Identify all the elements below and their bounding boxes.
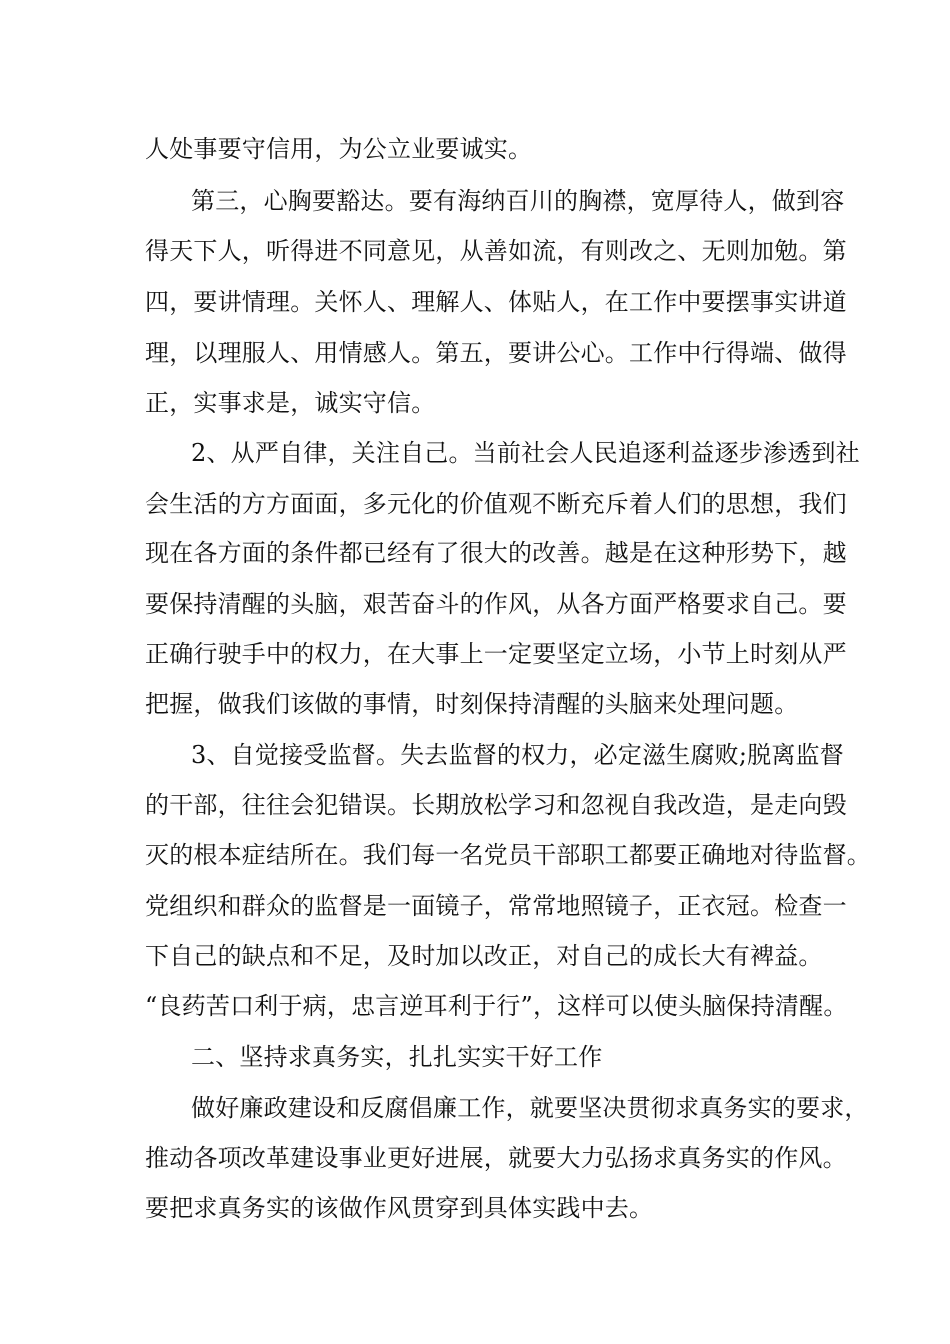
text-line: 人处事要守信用，为公立业要诚实。 — [145, 135, 533, 163]
text-line: 要保持清醒的头脑，艰苦奋斗的作风，从各方面严格要求自己。要 — [145, 590, 847, 618]
text-line: 现在各方面的条件都已经有了很大的改善。越是在这种形势下，越 — [145, 539, 847, 567]
text-line: 正确行驶手中的权力，在大事上一定要坚定立场，小节上时刻从严 — [145, 640, 847, 668]
text-line: “良药苦口利于病，忠言逆耳利于行”，这样可以使头脑保持清醒。 — [145, 992, 848, 1020]
text-line: 四，要讲情理。关怀人、理解人、体贴人，在工作中要摆事实讲道 — [145, 288, 847, 316]
text-line: 做好廉政建设和反腐倡廉工作，就要坚决贯彻求真务实的要求， — [191, 1094, 869, 1122]
text-line: 正，实事求是，诚实守信。 — [145, 389, 436, 417]
text-line: 把握，做我们该做的事情，时刻保持清醒的头脑来处理问题。 — [145, 690, 799, 718]
text-line: 的干部，往往会犯错误。长期放松学习和忽视自我改造，是走向毁 — [145, 791, 847, 819]
text-line: 2、从严自律，关注自己。当前社会人民追逐利益逐步渗透到社 — [191, 439, 860, 467]
text-line: 下自己的缺点和不足，及时加以改正，对自己的成长大有裨益。 — [145, 942, 823, 970]
text-line: 要把求真务实的该做作风贯穿到具体实践中去。 — [145, 1194, 654, 1222]
text-line: 党组织和群众的监督是一面镜子，常常地照镜子，正衣冠。检查一 — [145, 892, 847, 920]
text-line: 灭的根本症结所在。我们每一名党员干部职工都要正确地对待监督。 — [145, 841, 871, 869]
text-line: 会生活的方方面面，多元化的价值观不断充斥着人们的思想，我们 — [145, 490, 847, 518]
text-line: 得天下人，听得进不同意见，从善如流，有则改之、无则加勉。第 — [145, 237, 847, 265]
section-heading: 二、坚持求真务实，扎扎实实干好工作 — [191, 1043, 603, 1071]
text-line: 3、自觉接受监督。失去监督的权力，必定滋生腐败;脱离监督 — [191, 741, 844, 769]
text-line: 理，以理服人、用情感人。第五，要讲公心。工作中行得端、做得 — [145, 339, 847, 367]
text-line: 推动各项改革建设事业更好进展，就要大力弘扬求真务实的作风。 — [145, 1144, 847, 1172]
text-line: 第三，心胸要豁达。要有海纳百川的胸襟，宽厚待人，做到容 — [191, 187, 845, 215]
